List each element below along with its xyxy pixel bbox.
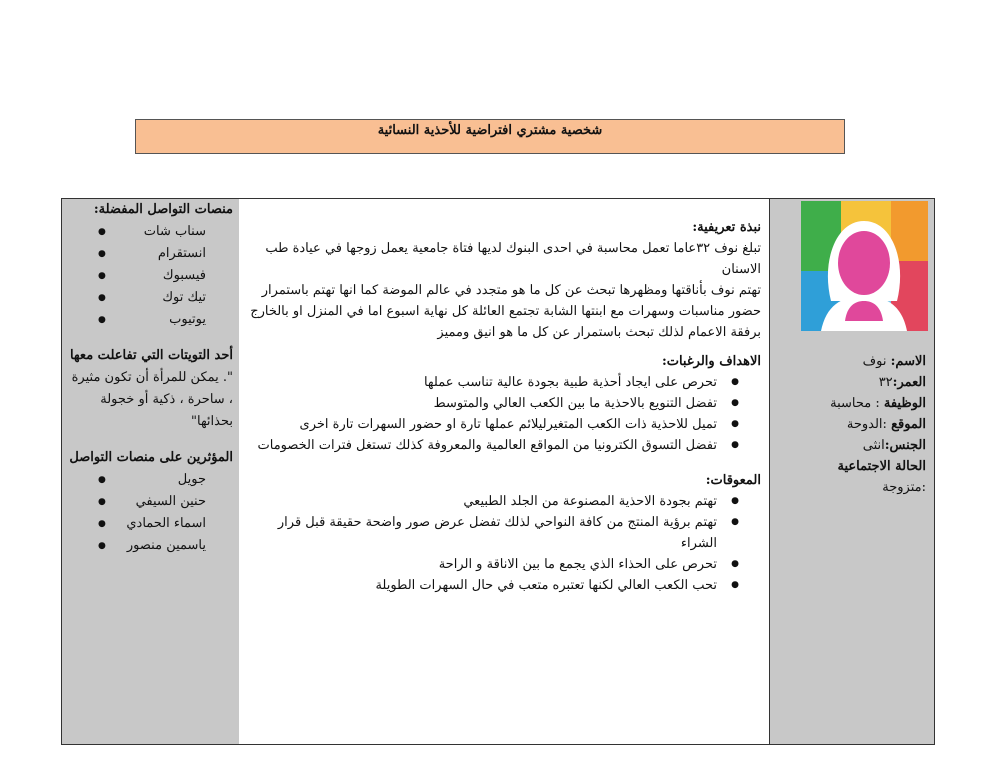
details-content xyxy=(249,217,761,596)
list-item: ● تميل للاحذية ذات الكعب المتغيرليلائم عملها تارة او حضور السهرات تارة اخرى xyxy=(249,414,743,435)
list-item: ● تحرص على ايجاد أحذية طبية بجودة عالية تناسب عملها xyxy=(249,372,743,393)
goals-list xyxy=(249,372,761,456)
profile-age: العمر:٣٢ xyxy=(878,375,926,390)
list-item: ● تفضل التسوق الكترونيا من المواقع العالمية والمعروفة كذلك تستغل فترات الخصومات xyxy=(249,435,743,456)
list-item: تيك توك ● xyxy=(98,290,206,305)
goals-title: الاهداف والرغبات: xyxy=(661,354,761,369)
tweet-text: ". يمكن للمرأة أن تكون مثيرة ، ساحرة ، ذكية أو خجولة بحذائها" xyxy=(71,370,233,429)
profile-details xyxy=(776,351,926,498)
platforms-list xyxy=(68,221,233,331)
document-title: شخصية مشتري افتراضية للأحذية النسائية xyxy=(135,119,845,154)
list-item: ياسمين منصور ● xyxy=(98,538,206,553)
persona-table xyxy=(61,198,935,745)
list-item: حنين السيفي ● xyxy=(98,494,206,509)
list-item: ● تهتم برؤية المنتج من كافة النواحي لذلك تفضل عرض صور واضحة حقيقة قبل قرار الشراء xyxy=(249,512,743,554)
profile-gender: الجنس:انثى xyxy=(862,438,926,453)
influencers-title: المؤثرين على منصات التواصل xyxy=(69,450,233,465)
list-item: ● تحب الكعب العالي لكنها تعتبره متعب في حال السهرات الطويلة xyxy=(249,575,743,596)
tweet-title: أحد التويتات التي تفاعلت معها xyxy=(69,348,233,363)
list-item: سناب شات ● xyxy=(98,224,206,239)
social-column xyxy=(62,199,239,744)
profile-marital-label: الحالة الاجتماعية xyxy=(837,459,926,474)
platforms-title: منصات التواصل المفضلة: xyxy=(93,202,233,217)
obstacles-title: المعوقات: xyxy=(705,473,761,488)
list-item: يوتيوب ● xyxy=(98,312,206,327)
persona-avatar xyxy=(801,201,928,331)
obstacles-list xyxy=(249,491,761,596)
details-column xyxy=(237,199,769,744)
list-item: انستقرام ● xyxy=(98,246,206,261)
profile-job: الوظيفة : محاسبة xyxy=(830,396,926,411)
profile-location: الموقع :الدوحة xyxy=(846,417,926,432)
influencers-list xyxy=(68,469,233,557)
list-item: فيسبوك ● xyxy=(98,268,206,283)
profile-marital-value: :متزوجة xyxy=(882,480,926,495)
list-item: جويل ● xyxy=(98,472,206,487)
bio-title: نبذة تعريفية: xyxy=(692,220,761,235)
bio-paragraph-2: تهتم نوف بأناقتها ومظهرها تبحث عن كل ما هو متجدد في عالم الموضة كما انها تهتم باستمرار حضور مناسبات وسهرات مع ابنتها الشابة تجتمع العائلة كل نهاية اسبوع اما في المنزل او بالخارج برفقة الاعمام لذلك تبحث باستمرار عن كل ما هو انيق ومميز xyxy=(250,283,761,340)
profile-name: الاسم: نوف xyxy=(862,354,926,369)
list-item: ● تفضل التنويع بالاحذية ما بين الكعب العالي والمتوسط xyxy=(249,393,743,414)
profile-column xyxy=(769,199,934,744)
bio-paragraph-1: تبلغ نوف ٣٢عاما تعمل محاسبة في احدى البنوك لديها فتاة جامعية يعمل زوجها في عيادة طب الاسنان xyxy=(265,241,761,277)
social-content xyxy=(68,199,233,557)
list-item: ● تهتم بجودة الاحذية المصنوعة من الجلد الطبيعي xyxy=(249,491,743,512)
list-item: اسماء الحمادي ● xyxy=(98,516,206,531)
list-item: ● تحرص على الحذاء الذي يجمع ما بين الاناقة و الراحة xyxy=(249,554,743,575)
